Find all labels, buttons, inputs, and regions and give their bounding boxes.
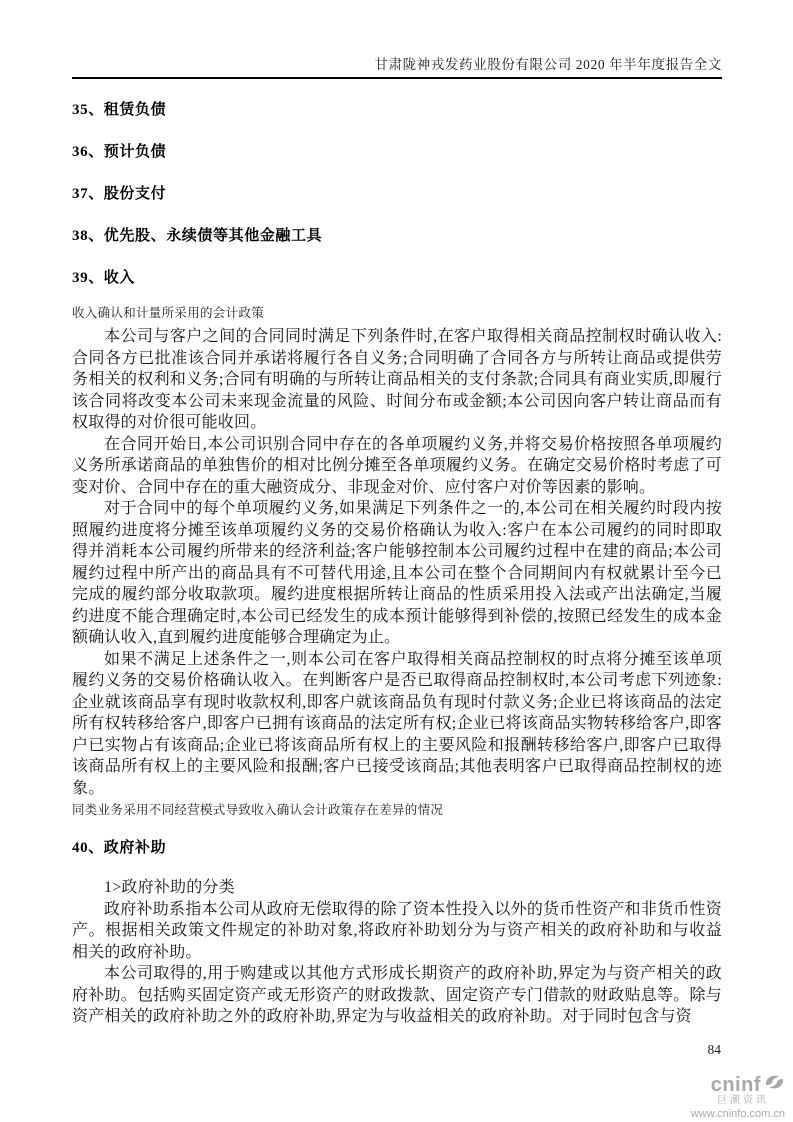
subsidy-classification-title: 1>政府补助的分类 bbox=[104, 879, 235, 896]
subsidy-paragraph-1: 政府补助系指本公司从政府无偿取得的除了资本性投入以外的货币性资产和非货币性资产。根据相关政策文件规定的补助对象,将政府补助划分为与资产相关的政府补助和与收益相关的政府补助。 bbox=[72, 900, 722, 961]
cninfo-chinese-name: 巨潮资讯 bbox=[717, 1095, 769, 1106]
section-heading-37: 37、股份支付 bbox=[72, 186, 167, 202]
subsidy-paragraph-2: 本公司取得的,用于购建或以其他方式形成长期资产的政府补助,界定为与资产相关的政府补助。包括购买固定资产或无形资产的财政拨款、固定资产专门借款的财政贴息等。除与资产相关的政府补助之外的政府补助,界定为与收益相关的政府补助。对于同时包含与资 bbox=[72, 965, 722, 1025]
revenue-policy-note: 收入确认和计量所采用的会计政策 bbox=[72, 306, 265, 320]
revenue-difference-note: 同类业务采用不同经营模式导致收入确认会计政策存在差异的情况 bbox=[72, 803, 444, 817]
cninfo-logo-text: cninf bbox=[710, 1073, 761, 1096]
revenue-paragraph-3: 对于合同中的每个单项履约义务,如果满足下列条件之一的,本公司在相关履约时段内按照履约进度将分摊至该单项履约义务的交易价格确认为收入:客户在本公司履约的同时即取得并消耗本公司履约所带来的经济利益;客户能够控制本公司履约过程中在建的商品;本公司履约过程中所产出的商品具有不可替代用途,且本公司在整个合同期间内有权就累计至今已完成的履约部分收取款项。履约进度根据所转让商品的性质采用投入法或产出法确定,当履约进度不能合理确定时,本公司已经发生的成本预计能够得到补偿的,按照已经发生的成本金额确认收入,直到履约进度能够合理确定为止。 bbox=[72, 500, 722, 646]
cninfo-watermark bbox=[691, 1074, 785, 1120]
cninfo-swoosh-icon bbox=[764, 1074, 785, 1095]
revenue-paragraph-4: 如果不满足上述条件之一,则本公司在客户取得相关商品控制权的时点将分摊至该单项履约义务的交易价格确认收入。在判断客户是否已取得商品控制权时,本公司考虑下列迹象:企业就该商品享有现时收款权利,即客户就该商品负有现时付款义务;企业已将该商品的法定所有权转移给客户,即客户已拥有该商品的法定所有权;企业已将该商品实物转移给客户,即客户已实物占有该商品;企业已将该商品所有权上的主要风险和报酬转移给客户,即客户已取得该商品所有权上的主要风险和报酬;客户已接受该商品;其他表明客户已取得商品控制权的迹象。 bbox=[72, 650, 722, 797]
cninfo-url: www.cninfo.com.cn bbox=[690, 1108, 785, 1120]
section-heading-36: 36、预计负债 bbox=[72, 144, 167, 160]
revenue-paragraph-1: 本公司与客户之间的合同同时满足下列条件时,在客户取得相关商品控制权时确认收入:合同各方已批准该合同并承诺将履行各自义务;合同明确了合同各方与所转让商品或提供劳务相关的权利和义务;合同有明确的与所转让商品相关的支付条款;合同具有商业实质,即履行该合同将改变本公司未来现金流量的风险、时间分布或金额;本公司因向客户转让商品而有权取得的对价很可能收回。 bbox=[72, 328, 722, 431]
report-header-title: 甘肃陇神戎发药业股份有限公司 2020 年半年度报告全文 bbox=[374, 57, 722, 72]
revenue-paragraph-2: 在合同开始日,本公司识别合同中存在的各单项履约义务,并将交易价格按照各单项履约义务所承诺商品的单独售价的相对比例分摊至各单项履约义务。在确定交易价格时考虑了可变对价、合同中存在的重大融资成分、非现金对价、应付客户对价等因素的影响。 bbox=[72, 435, 722, 496]
document-body bbox=[0, 100, 793, 1028]
section-heading-38: 38、优先股、永续债等其他金融工具 bbox=[72, 228, 323, 244]
page-number: 84 bbox=[707, 1042, 721, 1057]
section-heading-39: 39、收入 bbox=[72, 270, 136, 286]
header-rule bbox=[72, 77, 722, 79]
section-heading-35: 35、租赁负债 bbox=[72, 102, 167, 118]
section-heading-40: 40、政府补助 bbox=[72, 840, 167, 856]
cninfo-logo-row bbox=[691, 1074, 785, 1095]
page-header bbox=[0, 0, 793, 79]
